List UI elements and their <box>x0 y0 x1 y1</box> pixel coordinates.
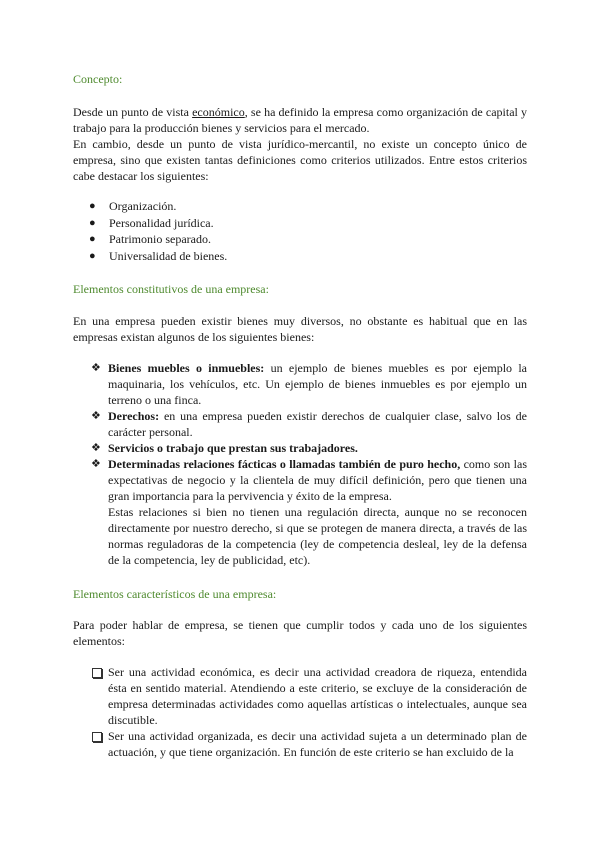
heading-concepto: Concepto: <box>73 72 123 86</box>
bullet-icon: ● <box>89 200 96 212</box>
paragraph-requisitos-intro: Para poder hablar de empresa, se tienen que cumplir todos y cada uno de los siguientes elementos: <box>73 618 527 648</box>
list-item: ● Organización. <box>89 199 177 213</box>
list-item: ● Universalidad de bienes. <box>89 248 228 263</box>
list-item: ❖ Bienes muebles o inmuebles: un ejemplo de bienes muebles es por ejemplo la maquinaria, los vehículos, etc. Un ejemplo de bienes inmuebles es por ejemplo un terreno o una finca. <box>91 361 528 407</box>
bienes-list <box>91 360 527 568</box>
heading-elementos-caracteristicos: Elementos característicos de una empresa: <box>73 587 277 601</box>
list-item: Ser una actividad organizada, es decir una actividad sujeta a un determinado plan de actuación, y que tiene organización. En función de este criterio se han excluido de la <box>91 728 527 760</box>
checkbox-bullet-icon <box>92 668 102 678</box>
bullet-icon: ● <box>89 216 96 229</box>
diamond-bullet-icon: ❖ <box>91 409 101 422</box>
underlined-term: económico <box>192 105 245 119</box>
paragraph-definicion-economica: Desde un punto de vista económico, se ha definido la empresa como organización de capital y trabajo para la producción bienes y servicios para el mercado. <box>73 105 528 135</box>
diamond-bullet-icon: ❖ <box>91 361 101 374</box>
list-item: ● Patrimonio separado. <box>89 232 211 246</box>
diamond-bullet-icon: ❖ <box>91 441 101 454</box>
criterios-list <box>73 198 527 264</box>
list-item: ❖ Derechos: en una empresa pueden existir derechos de cualquier clase, salvo los de carácter personal. <box>91 409 527 439</box>
diamond-bullet-icon: ❖ <box>91 457 101 470</box>
bullet-icon: ● <box>89 233 96 245</box>
paragraph-definicion-juridica: En cambio, desde un punto de vista jurídico-mercantil, no existe un concepto único de empresa, sino que existen tantas definiciones como criterios utilizados. Entre estos criterios cabe destacar los siguientes: <box>73 137 527 183</box>
list-item: ● Personalidad jurídica. <box>89 215 214 230</box>
list-item: ❖ Servicios o trabajo que prestan sus trabajadores. <box>91 441 358 455</box>
note-paragraph: Estas relaciones si bien no tienen una regulación directa, aunque no se reconocen directamente por nuestro derecho, si que se protegen de manera directa, a través de las normas reguladoras de la competencia (ley de competencia desleal, ley de la defensa de la competencia, ley de publicidad, etc). <box>108 505 527 567</box>
checkbox-bullet-icon <box>92 732 102 742</box>
requisitos-list <box>91 664 527 760</box>
bullet-icon: ● <box>89 249 96 262</box>
heading-elementos-constitutivos: Elementos constitutivos de una empresa: <box>73 282 269 296</box>
paragraph-bienes-intro: En una empresa pueden existir bienes muy diversos, no obstante es habitual que en las empresas existan algunos de los siguientes bienes: <box>73 314 527 344</box>
list-item: Ser una actividad económica, es decir una actividad creadora de riqueza, entendida ésta en sentido material. Atendiendo a este criterio, se excluye de la consideración de empresa determinadas actividades como aquellas artísticas o intelectuales, aunque sea discutible. <box>91 664 527 728</box>
list-item: ❖ Determinadas relaciones fácticas o llamadas también de puro hecho, como son las expectativas de negocio y la clientela de muy difícil definición, pero que tienen una gran importancia para la pervivencia y éxito de la empresa. <box>91 457 527 503</box>
